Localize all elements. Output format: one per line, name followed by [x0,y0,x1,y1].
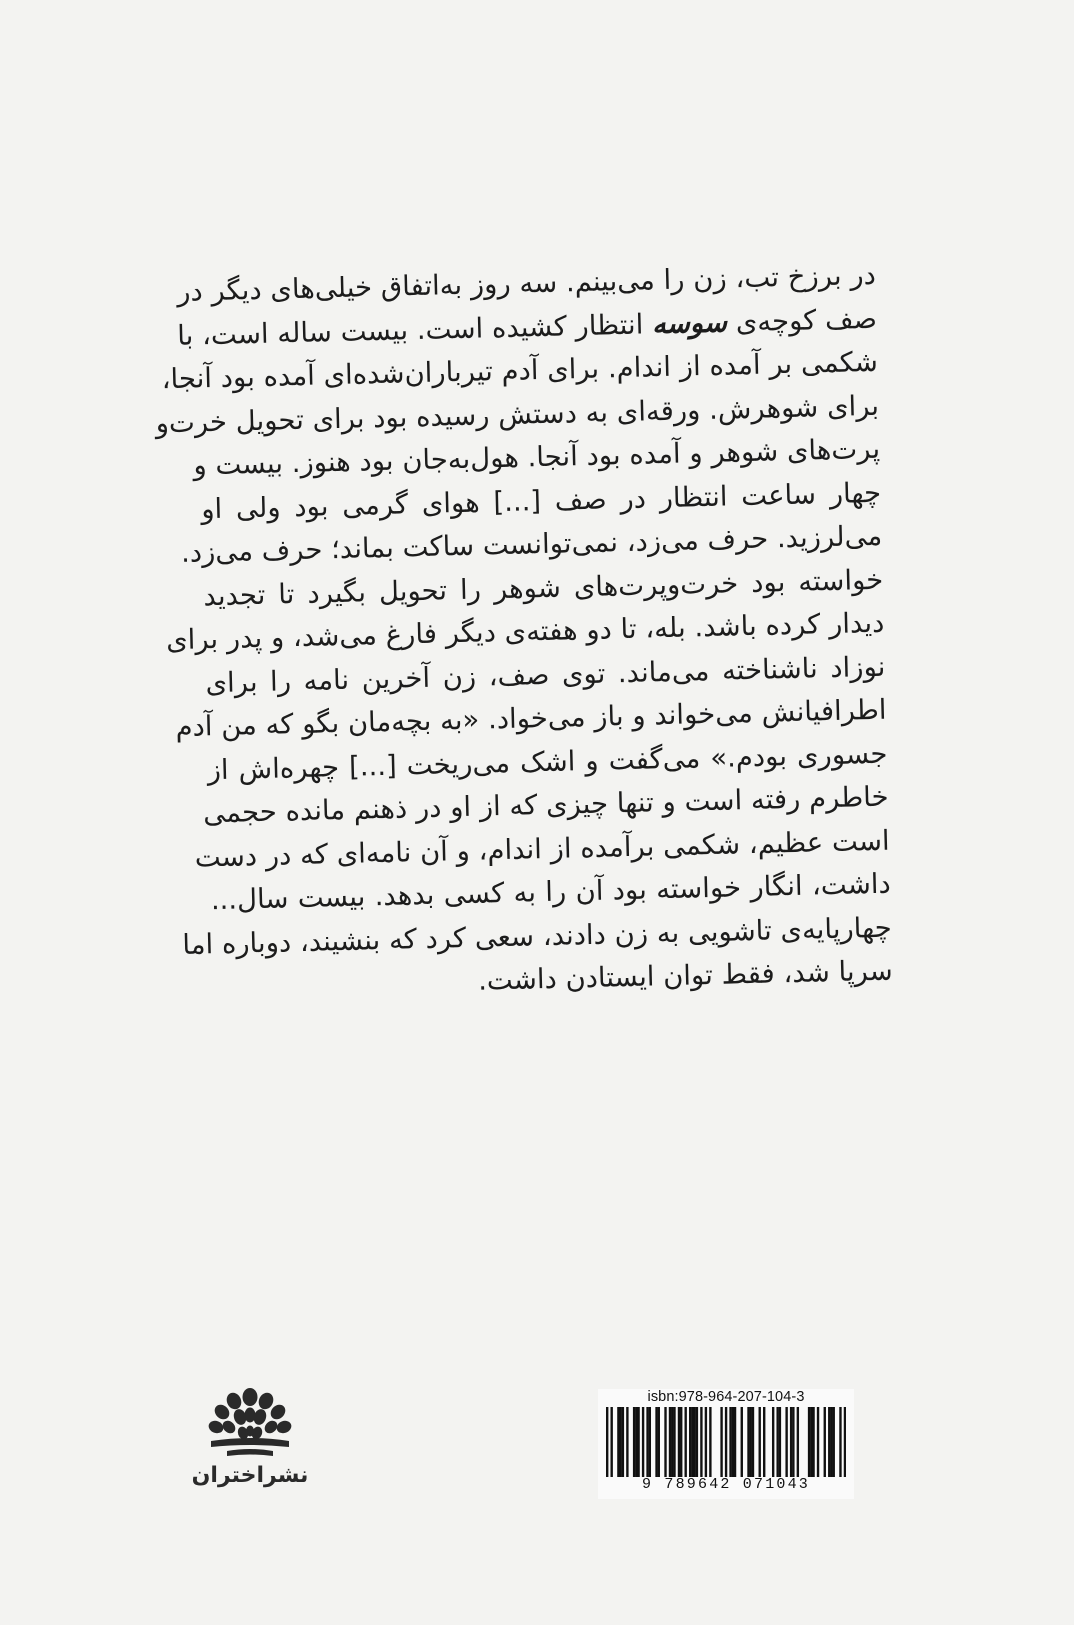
blurb-line: می‌لرزید. حرف می‌زد، نمی‌توانست ساکت بماند؛ حرف می‌زد. [180,519,883,569]
barcode-bar [646,1407,648,1477]
barcode-bar [720,1407,722,1477]
barcode-bar [785,1407,787,1477]
barcode-bar [691,1407,693,1477]
barcode-bar [655,1407,657,1477]
barcode-bar [637,1407,639,1477]
barcode-bar [696,1407,698,1477]
blurb-line: داشت، انگار خواسته بود آن را به کسی بدهد. بیست سال... [210,867,892,917]
blurb-line: پرت‌های شوهر و آمده بود آنجا. هول‌به‌جان بود هنوز. بیست و [193,432,881,482]
blurb-line: شکمی بر آمده از اندام. برای آدم تیرباران‌شده‌ای آمده بود آنجا، [161,345,879,396]
barcode-bar [833,1407,835,1477]
barcode-bar [700,1407,702,1477]
barcode-bar [844,1407,846,1477]
blurb-line: چهارپایه‌ی تاشویی به زن دادند، سعی کرد که بنشیند، دوباره اما [182,911,893,961]
blurb-line: اطرافیانش می‌خواند و باز می‌خواد. «به بچه‌مان بگو که من آدم [175,693,887,744]
blurb-text [155,254,894,1060]
barcode-bar [705,1407,707,1477]
barcode-bar [741,1407,743,1477]
barcode-bar [752,1407,754,1477]
blurb-line: چهار ساعت انتظار در صف [...] هوای گرمی بود ولی او [200,476,882,525]
blurb-line: در برزخ تب، زن را می‌بینم. سه روز به‌اتفاق خیلی‌های دیگر در [176,258,877,308]
barcode-bar [817,1407,819,1477]
barcode-bar [810,1407,812,1477]
publisher-name: نشراختران [191,1463,309,1488]
emphasized-word: سوسه [651,305,728,340]
barcode-bar [772,1407,774,1477]
barcode-bar [664,1407,666,1477]
barcode-bar [839,1407,841,1477]
barcode-bar [619,1407,621,1477]
barcode-icon [606,1407,846,1477]
blurb-line: جسوری بودم.» می‌گفت و اشک می‌ریخت [...] چهره‌اش از [207,737,888,786]
barcode-bar [678,1407,680,1477]
barcode-bar [725,1407,727,1477]
barcode-bar [830,1407,832,1477]
barcode-bar [671,1407,673,1477]
barcode-bar [750,1407,752,1477]
barcode-bar [779,1407,781,1477]
barcode-bar [685,1407,687,1477]
barcode-bar [759,1407,761,1477]
barcode-bar [669,1407,671,1477]
barcode-bar [658,1407,660,1477]
blurb-line: خواسته بود خرت‌وپرت‌های شوهر را تحویل بگیرد تا تجدید [203,563,884,612]
barcode-bar [633,1407,635,1477]
barcode-bar [622,1407,624,1477]
barcode-bar [689,1407,691,1477]
blurb-line: دیدار کرده باشد. بله، تا دو هفته‌ی دیگر فارغ می‌شد، و پدر برای [165,606,885,657]
barcode-bar [828,1407,830,1477]
barcode-bar [673,1407,675,1477]
blurb-line: صف کوچه‌ی سوسه انتظار کشیده است. بیست ساله است، با [176,302,878,352]
barcode-bar [732,1407,734,1477]
blurb-line: برای شوهرش. ورقه‌ای به دستش رسیده بود برای تحویل خرت‌و [155,389,880,439]
barcode-bar [635,1407,637,1477]
barcode-bar [747,1407,749,1477]
barcode-digits: 9 789642 071043 [641,1476,811,1493]
barcode-bar [790,1407,792,1477]
barcode-bar [617,1407,619,1477]
blurb-line: نوزاد ناشناخته می‌ماند. توی صف، زن آخرین نامه را برای [205,650,886,699]
barcode-bar [709,1407,711,1477]
isbn-barcode [598,1389,854,1499]
barcode-bar [729,1407,731,1477]
barcode-bar [642,1407,644,1477]
barcode-bar [824,1407,826,1477]
barcode-bar [797,1407,799,1477]
barcode-bar [606,1407,608,1477]
blurb-line: سرپا شد، فقط توان ایستادن داشت. [477,954,894,997]
publisher-logo [180,1385,320,1495]
barcode-bar [610,1407,612,1477]
barcode-bar [649,1407,651,1477]
blurb-line: خاطرم رفته است و تنها چیزی که از او در ذهنم مانده حجمی [202,780,889,830]
barcode-bar [734,1407,736,1477]
barcode-bar [776,1407,778,1477]
barcode-bar [680,1407,682,1477]
barcode-bar [693,1407,695,1477]
isbn-label: isbn:978-964-207-104-3 [647,1389,805,1405]
barcode-bar [626,1407,628,1477]
shell-fan-logo-icon [207,1385,293,1461]
blurb-line: است عظیم، شکمی برآمده از اندام، و آن نامه‌ای که در دست [194,824,890,874]
barcode-bar [812,1407,814,1477]
barcode-bar [792,1407,794,1477]
barcode-bar [763,1407,765,1477]
barcode-bar [808,1407,810,1477]
